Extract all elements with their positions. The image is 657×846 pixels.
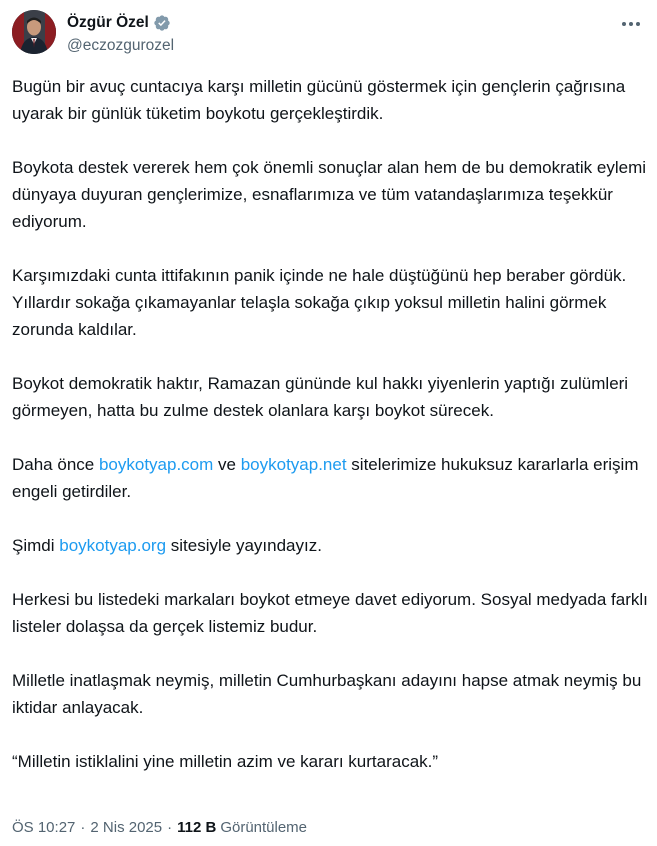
tweet-time[interactable]: ÖS 10:27 xyxy=(12,819,76,836)
link-boykotyap-org[interactable]: boykotyap.org xyxy=(59,536,167,555)
link-boykotyap-net[interactable]: boykotyap.net xyxy=(240,455,347,474)
tweet-meta xyxy=(12,819,307,836)
author-handle[interactable]: @eczozgurozel xyxy=(67,37,175,54)
tweet-paragraph-9: “Milletin istiklalini yine milletin azim ve kararı kurtaracak.” xyxy=(12,752,439,771)
tweet-paragraph-8: Milletle inatlaşmak neymiş, milletin Cumhurbaşkanı adayını hapse atmak neymiş bu iktidar anlayacak. xyxy=(12,671,642,717)
avatar[interactable] xyxy=(12,10,56,54)
more-options-icon[interactable] xyxy=(619,12,643,36)
tweet-paragraph-1: Bugün bir avuç cuntacıya karşı milletin gücünü göstermek için gençlerin çağrısına uyarak bir günlük tüketim boykotu gerçekleştirdik. xyxy=(12,77,626,123)
author-names xyxy=(67,13,174,55)
verified-badge-icon[interactable] xyxy=(153,14,171,32)
tweet-paragraph-3: Karşımızdaki cunta ittifakının panik içinde ne hale düştüğünü hep beraber gördük. Yıllardır sokağa çıkamayanlar telaşla sokağa çıkıp yoksul milletin halini görmek zorunda kaldılar. xyxy=(12,266,627,339)
tweet-date[interactable]: 2 Nis 2025 xyxy=(90,819,163,836)
link-boykotyap-com[interactable]: boykotyap.com xyxy=(98,455,214,474)
meta-separator: · xyxy=(167,819,173,836)
tweet-paragraph-5 xyxy=(12,451,652,505)
avatar-portrait xyxy=(12,10,56,54)
tweet-paragraph-7: Herkesi bu listedeki markaları boykot etmeye davet ediyorum. Sosyal medyada farklı listeler dolaşsa da gerçek listemiz budur. xyxy=(12,590,648,636)
meta-separator: · xyxy=(80,819,86,836)
paragraph-6-prefix: Şimdi xyxy=(12,536,60,555)
display-name[interactable]: Özgür Özel xyxy=(67,14,149,31)
views-count: 112 B xyxy=(177,819,217,836)
paragraph-6-suffix: sitesiyle yayındayız. xyxy=(166,536,322,555)
tweet-paragraph-6 xyxy=(12,532,652,559)
tweet-paragraph-4: Boykot demokratik haktır, Ramazan gününde kul hakkı yiyenlerin yaptığı zulümleri görmeyen, hatta bu zulme destek olanlara karşı boykot sürecek. xyxy=(12,374,629,420)
views-label: Görüntüleme xyxy=(220,819,308,836)
paragraph-5-suffix: sitelerimize hukuksuz kararlarla erişim engeli getirdiler. xyxy=(12,455,639,501)
tweet-paragraph-2: Boykota destek vererek hem çok önemli sonuçlar alan hem de bu demokratik eylemi dünyaya duyuran gençlerimize, esnaflarımıza ve tüm vatandaşlarımıza teşekkür ediyorum. xyxy=(12,158,647,231)
paragraph-5-prefix: Daha önce xyxy=(12,455,99,474)
tweet-header xyxy=(12,10,647,56)
paragraph-5-mid: ve xyxy=(213,455,241,474)
tweet-text xyxy=(12,73,652,802)
display-name-row xyxy=(67,13,174,33)
